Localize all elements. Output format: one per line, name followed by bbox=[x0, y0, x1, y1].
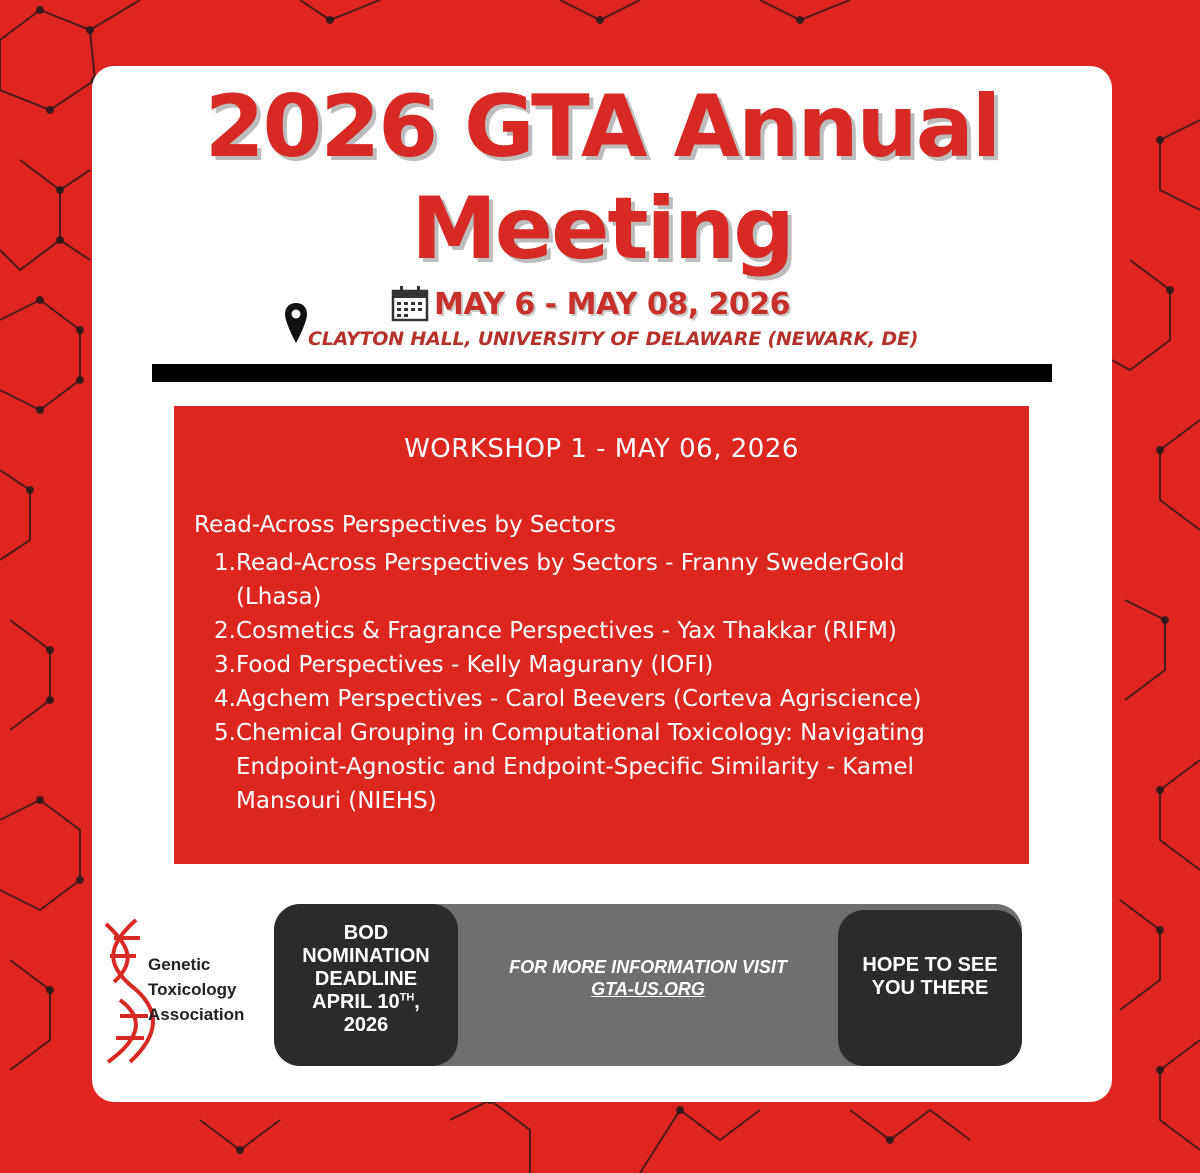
logo-word: enetic bbox=[161, 955, 211, 974]
list-item-text: Food Perspectives - Kelly Magurany (IOFI) bbox=[236, 652, 714, 678]
list-item-number: 1. bbox=[214, 550, 236, 576]
workshop-heading: WORKSHOP 1 - MAY 06, 2026 bbox=[404, 434, 799, 464]
list-item-text: Cosmetics & Fragrance Perspectives - Yax Thakkar (RIFM) bbox=[236, 618, 897, 644]
logo-initial: A bbox=[148, 1005, 161, 1024]
hope-to-see-you bbox=[838, 954, 1022, 1000]
event-title-line1: 2026 GTA Annual bbox=[204, 77, 1000, 177]
list-item-text: Read-Across Perspectives by Sectors - Franny SwederGold bbox=[236, 550, 905, 576]
event-title-line2: Meeting bbox=[411, 179, 793, 279]
bod-line: DEADLINE bbox=[314, 968, 418, 990]
bod-date-comma: , bbox=[414, 991, 420, 1013]
list-item bbox=[210, 614, 1010, 648]
list-item-text: Mansouri (NIEHS) bbox=[236, 788, 437, 814]
bod-line: BOD bbox=[343, 922, 389, 944]
gta-logo-text bbox=[148, 952, 244, 1027]
list-item-number: 5. bbox=[214, 720, 236, 746]
list-item-text: Agchem Perspectives - Carol Beevers (Corteva Agriscience) bbox=[236, 686, 922, 712]
divider bbox=[152, 364, 1052, 382]
logo-word: oxicology bbox=[157, 980, 237, 999]
list-item bbox=[210, 682, 1010, 716]
calendar-icon bbox=[390, 285, 430, 323]
list-item-number: 4. bbox=[214, 686, 236, 712]
bod-date: APRIL 10 bbox=[312, 991, 400, 1013]
hope-line: YOU THERE bbox=[871, 977, 989, 999]
bod-line: NOMINATION bbox=[302, 945, 430, 967]
list-item-text: Chemical Grouping in Computational Toxicology: Navigating bbox=[236, 720, 925, 746]
list-item-number: 2. bbox=[214, 618, 236, 644]
bod-date-line bbox=[274, 991, 458, 1014]
logo-initial: G bbox=[148, 955, 162, 974]
bod-line: 2026 bbox=[343, 1014, 389, 1036]
logo-word: ssociation bbox=[160, 1005, 245, 1024]
list-item bbox=[210, 716, 1010, 818]
bod-date-suffix: TH bbox=[399, 991, 415, 1004]
list-item bbox=[210, 648, 1010, 682]
logo-initial: T bbox=[148, 980, 158, 999]
location-pin-icon bbox=[284, 302, 308, 344]
event-dates bbox=[390, 284, 790, 324]
workshop-panel bbox=[174, 406, 1029, 864]
list-item-number: 3. bbox=[214, 652, 236, 678]
list-item-text: Endpoint-Agnostic and Endpoint-Specific Similarity - Kamel bbox=[236, 754, 914, 780]
list-item bbox=[210, 546, 1010, 614]
event-card bbox=[92, 66, 1112, 1102]
bod-nomination-deadline bbox=[274, 922, 458, 1037]
website-link[interactable]: GTA-US.ORG bbox=[591, 979, 705, 999]
more-info bbox=[458, 956, 838, 1000]
more-info-text: FOR MORE INFORMATION VISIT bbox=[509, 957, 787, 977]
hope-line: HOPE TO SEE bbox=[862, 954, 998, 976]
list-item-text: (Lhasa) bbox=[236, 584, 322, 610]
workshop-subtitle: Read-Across Perspectives by Sectors bbox=[194, 512, 616, 538]
event-venue: CLAYTON HALL, UNIVERSITY OF DELAWARE (NEWARK, DE) bbox=[308, 328, 919, 350]
workshop-session-list bbox=[210, 546, 1010, 818]
event-date-text: MAY 6 - MAY 08, 2026 bbox=[434, 286, 791, 322]
